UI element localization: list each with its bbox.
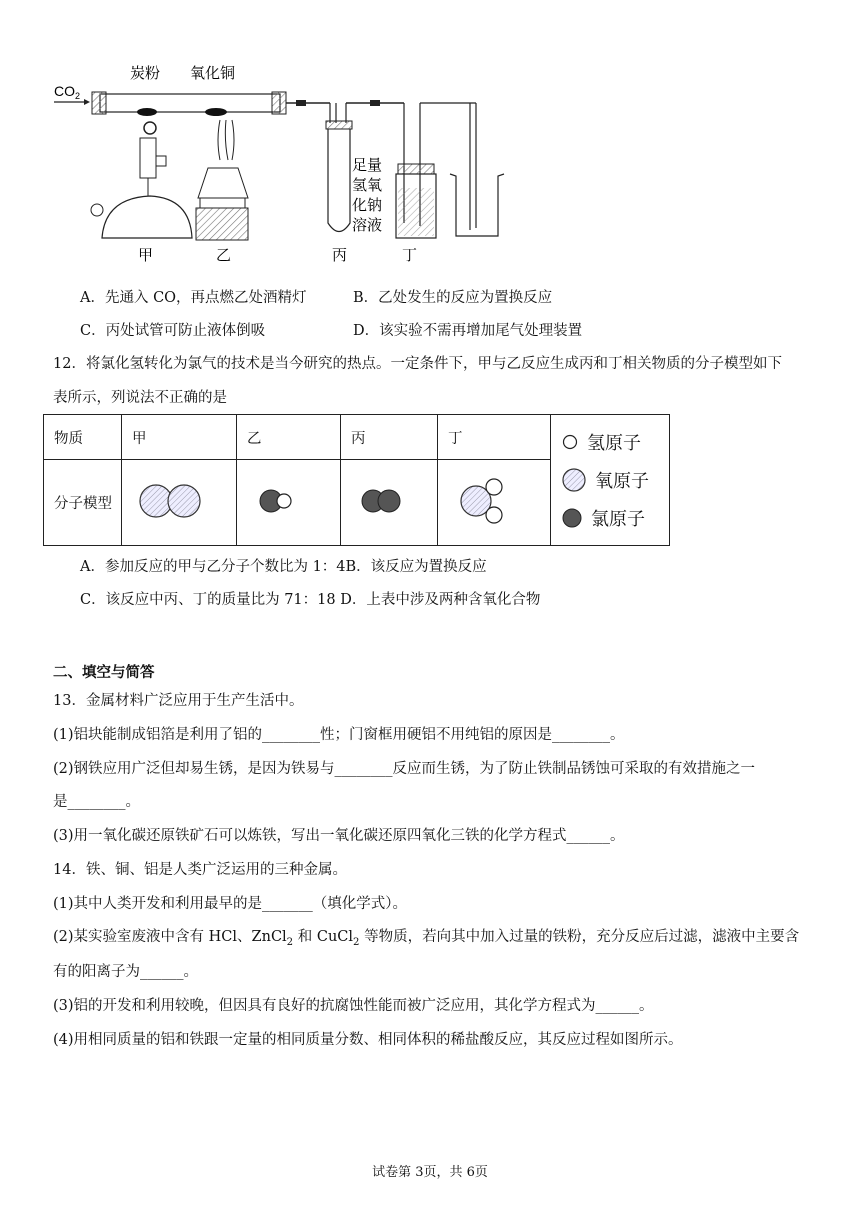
svg-text:氢氧: 氢氧 [352, 177, 383, 194]
table-header-label: 物质 [44, 415, 122, 460]
q14-part2-line1: (2)某实验室废液中含有 HCl、ZnCl$_2$ 和 CuCl$_2$ 等物质，若向其中加入过量的铁粉，充分反应后过滤，滤液中主要含 [53, 929, 800, 948]
molecule-table [43, 414, 670, 546]
label-ding: 丁 [402, 247, 418, 264]
carbon-label: 炭粉 [130, 65, 161, 82]
atom-legend [551, 415, 670, 546]
legend-chlorine: 氯原子 [551, 499, 669, 537]
page-footer: 试卷第 3页，共 6页 [372, 1165, 488, 1180]
q14-part1: (1)其中人类开发和利用最早的是_______（填化学式）。 [53, 896, 408, 912]
q13-stem: 13．金属材料广泛应用于生产生活中。 [53, 693, 304, 709]
legend-hydrogen: 氢原子 [551, 423, 669, 461]
q13-part2-line2: 是________。 [53, 794, 140, 810]
oxygen-molecule-icon [132, 476, 212, 526]
svg-text:化钠: 化钠 [352, 197, 383, 214]
q12-options-line1: A．参加反应的甲与乙分子个数比为 1：4B．该反应为置换反应 [80, 559, 487, 575]
q14-part4: (4)用相同质量的铝和铁跟一定量的相同质量分数、相同体积的稀盐酸反应，其反应过程如图所示。 [53, 1032, 683, 1048]
table-header-bing: 丙 [341, 415, 438, 460]
hydrogen-atom-icon [561, 433, 579, 451]
legend-oxygen: 氧原子 [551, 461, 669, 499]
label-bing: 丙 [332, 247, 348, 264]
oxygen-atom-icon [561, 467, 587, 493]
apparatus-diagram [40, 48, 540, 278]
hcl-molecule-icon [247, 481, 307, 521]
q14-part2-line2: 有的阳离子为______。 [53, 964, 198, 980]
label-jia: 甲 [138, 247, 154, 264]
co2-label: $CO_2$ [54, 83, 81, 101]
chlorine-atom-icon [561, 507, 583, 529]
q13-part2-line1: (2)钢铁应用广泛但却易生锈，是因为铁易与________反应而生锈，为了防止铁制品锈蚀可采取的有效措施之一 [53, 761, 756, 777]
model-yi [237, 460, 341, 546]
table-header-jia: 甲 [122, 415, 237, 460]
q12-stem-line1: 12．将氯化氢转化为氯气的技术是当今研究的热点。一定条件下，甲与乙反应生成丙和丁相关物质的分子模型如下 [53, 356, 782, 372]
water-molecule-icon [448, 471, 518, 531]
q12-options-line2: C．该反应中丙、丁的质量比为 71：18 D．上表中涉及两种含氧化合物 [80, 592, 541, 608]
model-bing [341, 460, 438, 546]
q11-option-b: B．乙处发生的反应为置换反应 [353, 290, 553, 306]
table-row-label: 分子模型 [44, 460, 122, 546]
q13-part3: (3)用一氧化碳还原铁矿石可以炼铁，写出一氧化碳还原四氧化三铁的化学方程式______。 [53, 828, 625, 844]
copper-oxide-label: 氧化铜 [190, 65, 236, 82]
label-yi: 乙 [216, 247, 232, 264]
svg-text:溶液: 溶液 [352, 217, 383, 234]
q12-stem-line2: 表所示，列说法不正确的是 [53, 390, 227, 406]
q11-option-d: D．该实验不需再增加尾气处理装置 [353, 323, 583, 339]
naoh-label [352, 157, 382, 234]
model-ding [438, 460, 551, 546]
q14-part3: (3)铝的开发和利用较晚，但因具有良好的抗腐蚀性能而被广泛应用，其化学方程式为______。 [53, 998, 654, 1014]
model-jia [122, 460, 237, 546]
q11-option-c: C．丙处试管可防止液体倒吸 [80, 323, 266, 339]
q14-stem: 14．铁、铜、铝是人类广泛运用的三种金属。 [53, 862, 347, 878]
section-heading: 二、填空与简答 [53, 664, 155, 681]
table-header-ding: 丁 [438, 415, 551, 460]
chlorine-molecule-icon [351, 481, 411, 521]
q11-option-a: A．先通入 CO，再点燃乙处酒精灯 [80, 290, 307, 306]
table-header-yi: 乙 [237, 415, 341, 460]
q13-part1: (1)铝块能制成铝箔是利用了铝的________性；门窗框用硬铝不用纯铝的原因是________。 [53, 727, 625, 743]
svg-text:足量: 足量 [352, 157, 383, 174]
